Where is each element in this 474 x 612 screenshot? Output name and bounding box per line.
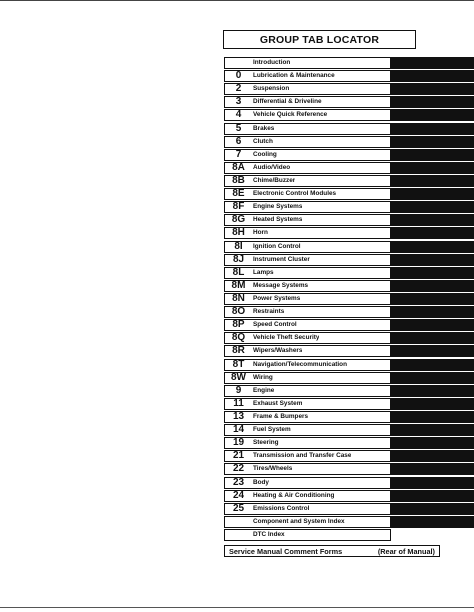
group-label: Frame & Bumpers <box>253 412 309 420</box>
group-number: 8F <box>232 201 245 213</box>
group-row[interactable] <box>224 96 474 108</box>
black-tab-marker <box>391 293 474 305</box>
group-number: 4 <box>235 109 242 121</box>
group-number: 24 <box>232 489 245 501</box>
group-row[interactable] <box>224 70 474 82</box>
black-tab-marker <box>391 57 474 69</box>
black-tab-marker <box>391 411 474 423</box>
group-cell[interactable] <box>224 57 391 69</box>
group-label: Horn <box>253 229 268 237</box>
black-tab-marker <box>391 136 474 148</box>
black-tab-marker <box>391 227 474 239</box>
group-label: Brakes <box>253 124 275 132</box>
group-number: 8O <box>231 306 246 318</box>
group-cell[interactable] <box>224 463 391 475</box>
group-number: 23 <box>232 476 245 488</box>
black-tab-marker <box>391 96 474 108</box>
group-number: 13 <box>232 410 245 422</box>
group-cell[interactable] <box>224 96 391 108</box>
black-tab-marker <box>391 70 474 82</box>
group-number: 8J <box>232 253 245 265</box>
footer-note: (Rear of Manual) <box>377 546 435 556</box>
group-label: Instrument Cluster <box>253 255 310 263</box>
group-cell[interactable] <box>224 83 391 95</box>
group-cell[interactable] <box>224 398 391 410</box>
comment-forms-footer[interactable] <box>224 545 440 557</box>
group-cell[interactable] <box>224 516 391 528</box>
group-label: Lamps <box>253 268 274 276</box>
group-cell[interactable] <box>224 450 391 462</box>
group-label: Chime/Buzzer <box>253 176 296 184</box>
group-tab-list <box>224 57 474 542</box>
group-number: 8R <box>232 345 245 357</box>
group-number: 8B <box>232 174 245 186</box>
group-label: Restraints <box>253 308 285 316</box>
group-row[interactable] <box>224 123 474 135</box>
group-cell[interactable] <box>224 280 391 292</box>
group-number: 7 <box>235 148 242 160</box>
group-number: 22 <box>232 463 245 475</box>
group-number: 21 <box>232 450 245 462</box>
black-tab-marker <box>391 359 474 371</box>
group-cell[interactable] <box>224 293 391 305</box>
group-label: Differential & Driveline <box>253 98 322 106</box>
group-cell[interactable] <box>224 411 391 423</box>
black-tab-marker <box>391 188 474 200</box>
group-label: Power Systems <box>253 294 301 302</box>
group-row[interactable] <box>224 241 474 253</box>
group-number: 5 <box>235 122 242 134</box>
group-cell[interactable] <box>224 267 391 279</box>
group-label: Vehicle Theft Security <box>253 334 320 342</box>
black-tab-marker <box>391 162 474 174</box>
group-number: 8T <box>232 358 245 370</box>
group-number: 8G <box>231 214 246 226</box>
black-tab-marker <box>391 280 474 292</box>
black-tab-marker <box>391 398 474 410</box>
group-label: Navigation/Telecommunication <box>253 360 347 368</box>
group-row[interactable] <box>224 411 474 423</box>
group-row[interactable] <box>224 293 474 305</box>
group-cell[interactable] <box>224 424 391 436</box>
group-cell[interactable] <box>224 70 391 82</box>
group-number: 8E <box>232 188 245 200</box>
group-cell[interactable] <box>224 188 391 200</box>
group-cell[interactable] <box>224 372 391 384</box>
group-cell[interactable] <box>224 149 391 161</box>
group-row[interactable] <box>224 57 474 69</box>
group-number: 8L <box>232 266 245 278</box>
group-number: 8A <box>232 161 245 173</box>
black-tab-marker <box>391 490 474 502</box>
group-number: 8W <box>231 371 246 383</box>
group-cell[interactable] <box>224 214 391 226</box>
group-cell[interactable] <box>224 490 391 502</box>
group-number: 8N <box>232 292 245 304</box>
group-number: 6 <box>235 135 242 147</box>
group-number: 0 <box>235 70 242 82</box>
group-row[interactable] <box>224 385 474 397</box>
group-row[interactable] <box>224 359 474 371</box>
black-tab-marker <box>391 83 474 95</box>
black-tab-marker <box>391 385 474 397</box>
group-label: Transmission and Transfer Case <box>253 452 352 460</box>
black-tab-marker <box>391 529 474 541</box>
group-row[interactable] <box>224 332 474 344</box>
group-row[interactable] <box>224 503 474 515</box>
group-cell[interactable] <box>224 123 391 135</box>
group-label: Speed Control <box>253 321 297 329</box>
group-row[interactable] <box>224 424 474 436</box>
group-row[interactable] <box>224 372 474 384</box>
group-row[interactable] <box>224 345 474 357</box>
group-cell[interactable] <box>224 359 391 371</box>
group-cell[interactable] <box>224 529 391 541</box>
group-label: Heated Systems <box>253 216 303 224</box>
group-label: Audio/Video <box>253 163 291 171</box>
group-number: 9 <box>235 384 242 396</box>
black-tab-marker <box>391 332 474 344</box>
group-row[interactable] <box>224 267 474 279</box>
group-row[interactable] <box>224 214 474 226</box>
group-number: 8I <box>234 240 243 252</box>
group-row[interactable] <box>224 529 474 541</box>
group-row[interactable] <box>224 463 474 475</box>
black-tab-marker <box>391 214 474 226</box>
group-cell[interactable] <box>224 241 391 253</box>
black-tab-marker <box>391 319 474 331</box>
group-row[interactable] <box>224 201 474 213</box>
group-label: Exhaust System <box>253 399 303 407</box>
group-number: 8Q <box>231 332 246 344</box>
group-label: Engine <box>253 386 275 394</box>
group-row[interactable] <box>224 149 474 161</box>
black-tab-marker <box>391 503 474 515</box>
black-tab-marker <box>391 149 474 161</box>
black-tab-marker <box>391 254 474 266</box>
group-cell[interactable] <box>224 332 391 344</box>
group-label: Clutch <box>253 137 273 145</box>
group-row[interactable] <box>224 516 474 528</box>
group-cell[interactable] <box>224 437 391 449</box>
top-rule <box>0 0 474 1</box>
group-cell[interactable] <box>224 175 391 187</box>
group-row[interactable] <box>224 109 474 121</box>
group-label: Wipers/Washers <box>253 347 303 355</box>
black-tab-marker <box>391 175 474 187</box>
group-cell[interactable] <box>224 319 391 331</box>
group-row[interactable] <box>224 319 474 331</box>
group-label: Steering <box>253 439 279 447</box>
group-number: 8P <box>232 319 245 331</box>
group-label: Cooling <box>253 150 277 158</box>
group-label: Electronic Control Modules <box>253 190 337 198</box>
black-tab-marker <box>391 516 474 528</box>
group-row[interactable] <box>224 175 474 187</box>
group-row[interactable] <box>224 188 474 200</box>
page-title: GROUP TAB LOCATOR <box>223 30 416 49</box>
group-row[interactable] <box>224 83 474 95</box>
black-tab-marker <box>391 109 474 121</box>
group-cell[interactable] <box>224 503 391 515</box>
group-cell[interactable] <box>224 385 391 397</box>
group-cell[interactable] <box>224 254 391 266</box>
group-label: Lubrication & Maintenance <box>253 72 335 80</box>
group-row[interactable] <box>224 280 474 292</box>
group-number: 2 <box>235 83 242 95</box>
group-label: Fuel System <box>253 426 291 434</box>
group-number: 14 <box>232 424 245 436</box>
black-tab-marker <box>391 463 474 475</box>
black-tab-marker <box>391 450 474 462</box>
group-cell[interactable] <box>224 136 391 148</box>
group-number: 25 <box>232 502 245 514</box>
black-tab-marker <box>391 424 474 436</box>
group-row[interactable] <box>224 450 474 462</box>
group-row[interactable] <box>224 398 474 410</box>
group-row[interactable] <box>224 306 474 318</box>
black-tab-marker <box>391 437 474 449</box>
group-row[interactable] <box>224 437 474 449</box>
group-label: Heating & Air Conditioning <box>253 491 335 499</box>
group-row[interactable] <box>224 136 474 148</box>
group-label: Engine Systems <box>253 203 303 211</box>
black-tab-marker <box>391 345 474 357</box>
black-tab-marker <box>391 241 474 253</box>
black-tab-marker <box>391 123 474 135</box>
black-tab-marker <box>391 372 474 384</box>
group-label: Message Systems <box>253 281 309 289</box>
group-label: Vehicle Quick Reference <box>253 111 328 119</box>
group-cell[interactable] <box>224 345 391 357</box>
group-number: 8H <box>232 227 245 239</box>
black-tab-marker <box>391 477 474 489</box>
group-row[interactable] <box>224 227 474 239</box>
group-label: Ignition Control <box>253 242 301 250</box>
black-tab-marker <box>391 306 474 318</box>
group-label: Introduction <box>253 59 291 66</box>
group-row[interactable] <box>224 490 474 502</box>
group-label: Tires/Wheels <box>253 465 293 473</box>
group-label: Body <box>253 478 269 486</box>
group-number: 8M <box>231 279 246 291</box>
group-cell[interactable] <box>224 227 391 239</box>
footer-label: Service Manual Comment Forms <box>229 546 343 556</box>
group-cell[interactable] <box>224 109 391 121</box>
group-number: 19 <box>232 437 245 449</box>
group-cell[interactable] <box>224 477 391 489</box>
group-label: Wiring <box>253 373 273 381</box>
group-cell[interactable] <box>224 306 391 318</box>
group-row[interactable] <box>224 477 474 489</box>
group-label: Component and System Index <box>253 517 345 525</box>
group-row[interactable] <box>224 162 474 174</box>
group-cell[interactable] <box>224 201 391 213</box>
group-cell[interactable] <box>224 162 391 174</box>
black-tab-marker <box>391 201 474 213</box>
group-label: DTC Index <box>253 530 285 538</box>
group-row[interactable] <box>224 254 474 266</box>
group-label: Emissions Control <box>253 504 310 512</box>
group-label: Suspension <box>253 85 290 93</box>
group-number: 3 <box>235 96 242 108</box>
bottom-rule <box>0 607 474 608</box>
black-tab-marker <box>391 267 474 279</box>
group-number: 11 <box>233 397 244 409</box>
